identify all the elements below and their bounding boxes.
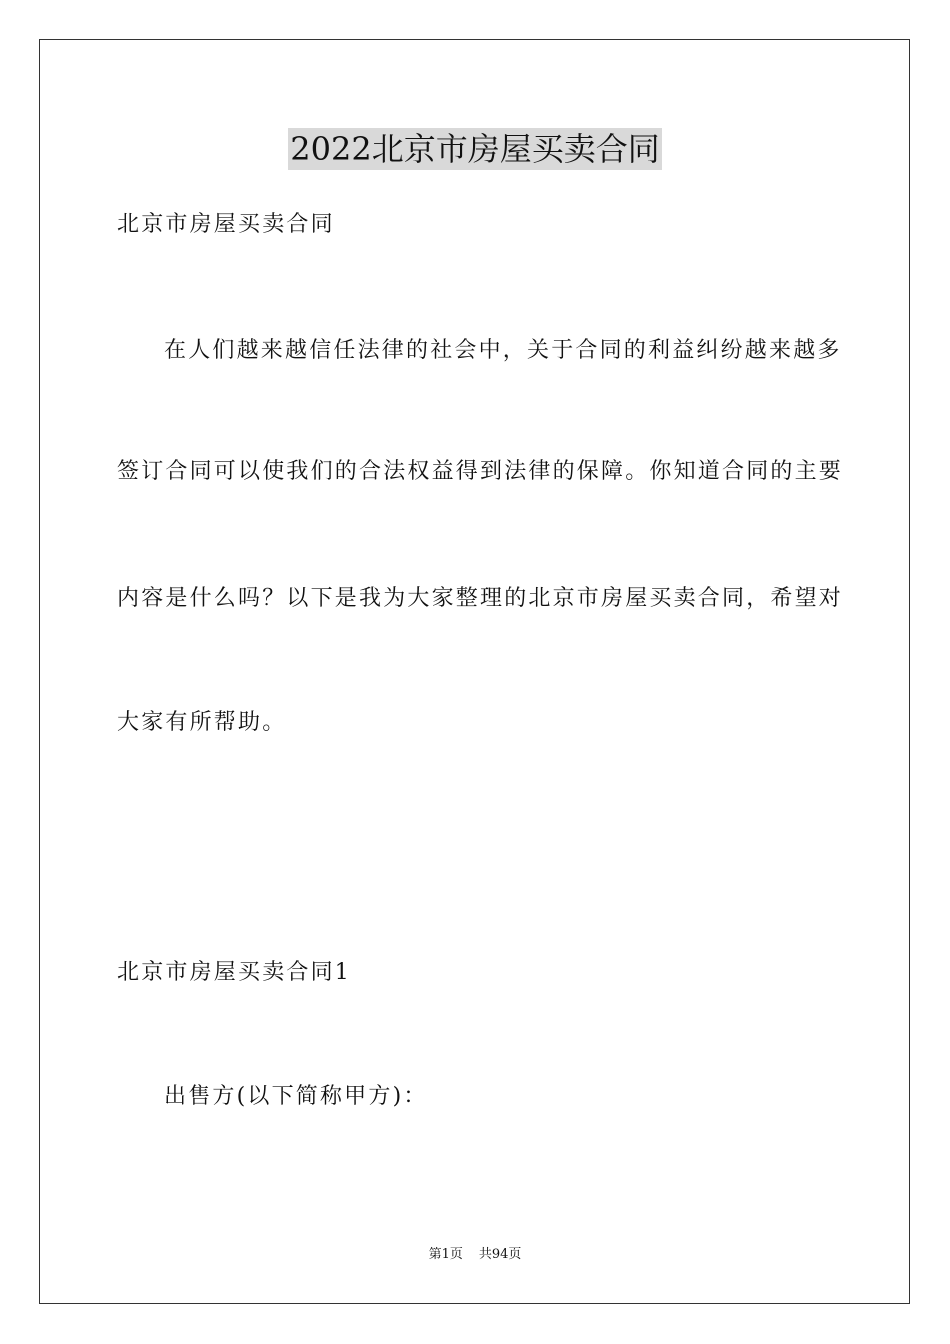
section-heading: 北京市房屋买卖合同1 — [117, 960, 351, 985]
document-title: 2022北京市房屋买卖合同 — [290, 130, 660, 168]
intro-line-1: 在人们越来越信任法律的社会中，关于合同的利益纠纷越来越多 — [164, 338, 842, 363]
intro-line-2: 签订合同可以使我们的合法权益得到法律的保障。你知道合同的主要 — [117, 459, 844, 484]
intro-line-3: 内容是什么吗？以下是我为大家整理的北京市房屋买卖合同，希望对 — [117, 586, 844, 611]
intro-line-4: 大家有所帮助。 — [117, 710, 287, 735]
seller-line: 出售方(以下简称甲方)： — [164, 1084, 428, 1109]
document-subtitle: 北京市房屋买卖合同 — [117, 212, 335, 237]
page-number: 第1页 — [428, 1247, 463, 1262]
title-container — [0, 128, 950, 170]
page-footer — [0, 1246, 950, 1264]
total-pages: 共94页 — [478, 1247, 522, 1262]
